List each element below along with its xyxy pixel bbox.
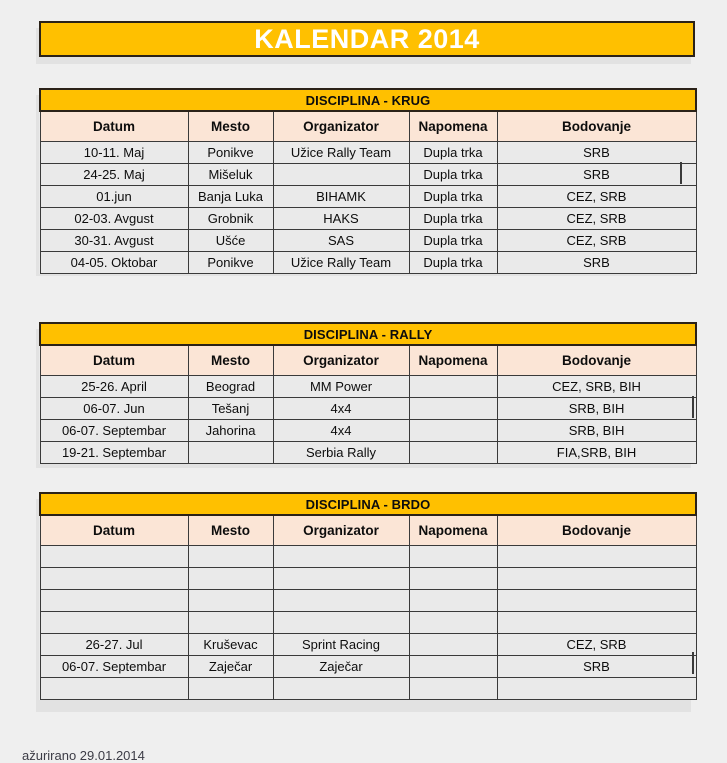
cell-napomena: [409, 568, 497, 590]
cell-bodovanje: SRB: [497, 252, 696, 274]
cell-datum: 30-31. Avgust: [40, 230, 188, 252]
cell-napomena: Dupla trka: [409, 164, 497, 186]
cell-bodovanje: FIA,SRB, BIH: [497, 442, 696, 464]
cell-datum: 01.jun: [40, 186, 188, 208]
cell-bodovanje: [497, 568, 696, 590]
table-band-title-row: [40, 493, 696, 515]
cell-napomena: Dupla trka: [409, 208, 497, 230]
table-band-title: DISCIPLINA - KRUG: [40, 89, 696, 111]
cell-mesto: Kruševac: [188, 634, 273, 656]
table-row[interactable]: [40, 164, 696, 186]
table-band-title: DISCIPLINA - BRDO: [40, 493, 696, 515]
cell-datum: 06-07. Septembar: [40, 656, 188, 678]
column-header-bodovanje: Bodovanje: [497, 515, 696, 546]
column-header-datum: Datum: [40, 515, 188, 546]
cell-mesto: [188, 612, 273, 634]
cell-bodovanje: [497, 678, 696, 700]
page-title: KALENDAR 2014: [254, 23, 480, 54]
table-band-title-row: [40, 89, 696, 111]
cell-bodovanje: [497, 546, 696, 568]
table-row[interactable]: [40, 230, 696, 252]
schedule-table: [39, 492, 697, 700]
cell-organizator: [273, 546, 409, 568]
table-row[interactable]: [40, 656, 696, 678]
cell-bodovanje: SRB: [497, 142, 696, 164]
cell-organizator: Zaječar: [273, 656, 409, 678]
cell-bodovanje: SRB: [497, 164, 696, 186]
column-header-organizator: Organizator: [273, 345, 409, 376]
cell-datum: 24-25. Maj: [40, 164, 188, 186]
cell-mesto: Zaječar: [188, 656, 273, 678]
cell-datum: 04-05. Oktobar: [40, 252, 188, 274]
cell-organizator: BIHAMK: [273, 186, 409, 208]
cell-organizator: SAS: [273, 230, 409, 252]
cell-organizator: Serbia Rally: [273, 442, 409, 464]
cell-organizator: MM Power: [273, 376, 409, 398]
cell-mesto: Banja Luka: [188, 186, 273, 208]
cell-organizator: 4x4: [273, 398, 409, 420]
column-header-organizator: Organizator: [273, 515, 409, 546]
cell-datum: [40, 590, 188, 612]
table-header-row: [40, 345, 696, 376]
cell-mesto: [188, 590, 273, 612]
cell-organizator: Sprint Racing: [273, 634, 409, 656]
cell-napomena: [409, 442, 497, 464]
cell-datum: 19-21. Septembar: [40, 442, 188, 464]
cell-organizator: [273, 590, 409, 612]
cell-bodovanje: CEZ, SRB: [497, 186, 696, 208]
page-title-bar: [39, 21, 695, 57]
cell-mesto: Ušće: [188, 230, 273, 252]
cell-organizator: HAKS: [273, 208, 409, 230]
cell-bodovanje: [497, 612, 696, 634]
table-row[interactable]: [40, 208, 696, 230]
cell-mesto: Beograd: [188, 376, 273, 398]
cell-organizator: 4x4: [273, 420, 409, 442]
table-row[interactable]: [40, 590, 696, 612]
cell-mesto: [188, 442, 273, 464]
column-header-napomena: Napomena: [409, 345, 497, 376]
cell-datum: 02-03. Avgust: [40, 208, 188, 230]
table-header-row: [40, 515, 696, 546]
cell-datum: 06-07. Jun: [40, 398, 188, 420]
cell-mesto: Mišeluk: [188, 164, 273, 186]
cell-napomena: [409, 590, 497, 612]
cell-napomena: [409, 376, 497, 398]
cell-mesto: Ponikve: [188, 142, 273, 164]
table-row[interactable]: [40, 546, 696, 568]
column-header-mesto: Mesto: [188, 111, 273, 142]
cell-napomena: [409, 420, 497, 442]
cell-napomena: [409, 634, 497, 656]
column-header-mesto: Mesto: [188, 515, 273, 546]
cell-napomena: [409, 678, 497, 700]
cell-mesto: [188, 546, 273, 568]
cell-napomena: [409, 546, 497, 568]
cell-datum: [40, 612, 188, 634]
column-header-napomena: Napomena: [409, 515, 497, 546]
cell-bodovanje: SRB, BIH: [497, 420, 696, 442]
cell-organizator: Užice Rally Team: [273, 252, 409, 274]
cell-datum: 25-26. April: [40, 376, 188, 398]
cell-bodovanje: CEZ, SRB: [497, 230, 696, 252]
cell-organizator: [273, 568, 409, 590]
table-band-title: DISCIPLINA - RALLY: [40, 323, 696, 345]
table-row[interactable]: [40, 142, 696, 164]
cell-organizator: Užice Rally Team: [273, 142, 409, 164]
table-row[interactable]: [40, 376, 696, 398]
column-header-bodovanje: Bodovanje: [497, 345, 696, 376]
column-header-datum: Datum: [40, 345, 188, 376]
schedule-table: [39, 322, 697, 464]
schedule-table: [39, 88, 697, 274]
cell-mesto: Jahorina: [188, 420, 273, 442]
cell-napomena: Dupla trka: [409, 252, 497, 274]
cell-bodovanje: SRB, BIH: [497, 398, 696, 420]
table-row[interactable]: [40, 634, 696, 656]
cell-organizator: [273, 612, 409, 634]
cell-mesto: Ponikve: [188, 252, 273, 274]
cell-bodovanje: CEZ, SRB: [497, 634, 696, 656]
cell-napomena: [409, 656, 497, 678]
table-row[interactable]: [40, 420, 696, 442]
cell-datum: [40, 678, 188, 700]
cell-napomena: [409, 612, 497, 634]
cell-napomena: Dupla trka: [409, 230, 497, 252]
cell-datum: 06-07. Septembar: [40, 420, 188, 442]
discipline-table-rally: [39, 322, 695, 464]
cell-mesto: Grobnik: [188, 208, 273, 230]
column-header-bodovanje: Bodovanje: [497, 111, 696, 142]
cell-bodovanje: CEZ, SRB, BIH: [497, 376, 696, 398]
cell-split-marker: [692, 396, 694, 418]
cell-datum: 10-11. Maj: [40, 142, 188, 164]
cell-bodovanje: SRB: [497, 656, 696, 678]
column-header-datum: Datum: [40, 111, 188, 142]
table-band-title-row: [40, 323, 696, 345]
cell-datum: [40, 546, 188, 568]
cell-napomena: Dupla trka: [409, 186, 497, 208]
cell-mesto: [188, 568, 273, 590]
page-title-banner: [39, 21, 695, 57]
cell-bodovanje: CEZ, SRB: [497, 208, 696, 230]
table-header-row: [40, 111, 696, 142]
cell-datum: [40, 568, 188, 590]
cell-napomena: [409, 398, 497, 420]
cell-datum: 26-27. Jul: [40, 634, 188, 656]
updated-timestamp: ažurirano 29.01.2014: [22, 748, 145, 763]
cell-organizator: [273, 164, 409, 186]
cell-mesto: [188, 678, 273, 700]
discipline-table-krug: [39, 88, 695, 274]
cell-napomena: Dupla trka: [409, 142, 497, 164]
table-row[interactable]: [40, 678, 696, 700]
column-header-mesto: Mesto: [188, 345, 273, 376]
column-header-organizator: Organizator: [273, 111, 409, 142]
cell-split-marker: [680, 162, 682, 184]
cell-bodovanje: [497, 590, 696, 612]
cell-split-marker: [692, 652, 694, 674]
cell-mesto: Tešanj: [188, 398, 273, 420]
table-row[interactable]: [40, 398, 696, 420]
table-row[interactable]: [40, 442, 696, 464]
table-row[interactable]: [40, 612, 696, 634]
discipline-table-brdo: [39, 492, 695, 700]
column-header-napomena: Napomena: [409, 111, 497, 142]
table-row[interactable]: [40, 252, 696, 274]
table-row[interactable]: [40, 186, 696, 208]
table-row[interactable]: [40, 568, 696, 590]
cell-organizator: [273, 678, 409, 700]
